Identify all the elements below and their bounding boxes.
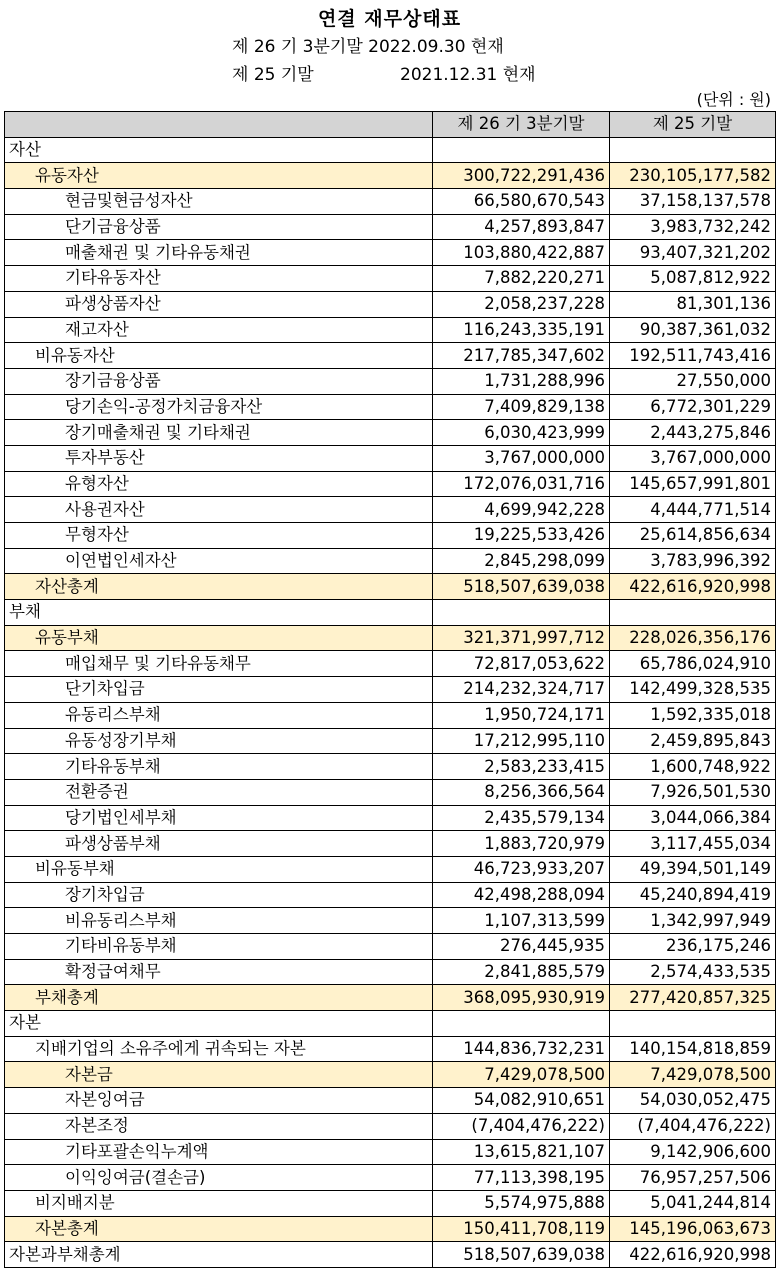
prior-period-value-cell: 3,117,455,034 [610, 831, 776, 857]
current-period-value-cell: 17,212,995,110 [433, 728, 610, 754]
account-name-cell: 단기금융상품 [5, 214, 433, 240]
account-name-cell: 자산총계 [5, 574, 433, 600]
account-name-cell: 사용권자산 [5, 497, 433, 523]
table-row [5, 420, 776, 446]
table-row [5, 882, 776, 908]
current-period-value-cell: 77,113,398,195 [433, 1165, 610, 1191]
current-period-value-cell: 6,030,423,999 [433, 420, 610, 446]
account-name-cell: 전환증권 [5, 779, 433, 805]
prior-period-value-cell: 3,783,996,392 [610, 548, 776, 574]
current-period-value-cell: 518,507,639,038 [433, 574, 610, 600]
account-name-cell: 자본총계 [5, 1216, 433, 1242]
prior-period-value-cell: 422,616,920,998 [610, 1242, 776, 1268]
prior-period-value-cell: 76,957,257,506 [610, 1165, 776, 1191]
table-row [5, 523, 776, 549]
prior-period-value-cell [610, 600, 776, 626]
account-name-cell: 현금및현금성자산 [5, 189, 433, 215]
account-name-cell: 부채 [5, 600, 433, 626]
current-period-value-cell: 7,429,078,500 [433, 1062, 610, 1088]
table-row [5, 908, 776, 934]
prior-period-date: 2021.12.31 현재 [400, 65, 536, 85]
account-name-cell: 유동부채 [5, 625, 433, 651]
table-row [5, 343, 776, 369]
table-row [5, 985, 776, 1011]
prior-period-value-cell: 192,511,743,416 [610, 343, 776, 369]
prior-period-value-cell: 3,983,732,242 [610, 214, 776, 240]
account-name-cell: 파생상품부채 [5, 831, 433, 857]
table-row [5, 728, 776, 754]
prior-period-value-cell: 37,158,137,578 [610, 189, 776, 215]
prior-period-value-cell [610, 137, 776, 163]
unit-label: (단위 : 원) [696, 90, 771, 109]
table-row [5, 600, 776, 626]
current-period-value-cell: 19,225,533,426 [433, 523, 610, 549]
prior-period-value-cell: 4,444,771,514 [610, 497, 776, 523]
column-header-account [5, 112, 433, 138]
prior-period-value-cell: 277,420,857,325 [610, 985, 776, 1011]
current-period-value-cell: 172,076,031,716 [433, 471, 610, 497]
current-period-value-cell: 2,435,579,134 [433, 805, 610, 831]
current-period-value-cell: 7,882,220,271 [433, 266, 610, 292]
current-period-value-cell: 2,845,298,099 [433, 548, 610, 574]
account-name-cell: 유형자산 [5, 471, 433, 497]
current-period-value-cell: 321,371,997,712 [433, 625, 610, 651]
account-name-cell: 확정급여채무 [5, 959, 433, 985]
current-period-value-cell: 144,836,732,231 [433, 1036, 610, 1062]
prior-period-value-cell: 142,499,328,535 [610, 677, 776, 703]
table-row [5, 779, 776, 805]
current-period-value-cell [433, 600, 610, 626]
current-period-label: 제 26 기 3분기말 2022.09.30 현재 [232, 37, 504, 57]
account-name-cell: 비지배지분 [5, 1190, 433, 1216]
prior-period-value-cell: 3,044,066,384 [610, 805, 776, 831]
account-name-cell: 자본금 [5, 1062, 433, 1088]
account-name-cell: 장기매출채권 및 기타채권 [5, 420, 433, 446]
current-period-value-cell [433, 1011, 610, 1037]
prior-period-value-cell: 228,026,356,176 [610, 625, 776, 651]
account-name-cell: 자본과부채총계 [5, 1242, 433, 1268]
prior-period-value-cell: 140,154,818,859 [610, 1036, 776, 1062]
prior-period-label [232, 60, 536, 85]
current-period-value-cell: 66,580,670,543 [433, 189, 610, 215]
prior-period-value-cell: 230,105,177,582 [610, 163, 776, 189]
account-name-cell: 매입채무 및 기타유동채무 [5, 651, 433, 677]
table-row [5, 1242, 776, 1268]
account-name-cell: 유동성장기부채 [5, 728, 433, 754]
current-period-value-cell: 1,107,313,599 [433, 908, 610, 934]
prior-period-value-cell: 45,240,894,419 [610, 882, 776, 908]
account-name-cell: 이연법인세자산 [5, 548, 433, 574]
current-period-value-cell: 518,507,639,038 [433, 1242, 610, 1268]
prior-period-value-cell: 422,616,920,998 [610, 574, 776, 600]
account-name-cell: 유동자산 [5, 163, 433, 189]
account-name-cell: 부채총계 [5, 985, 433, 1011]
table-row [5, 1036, 776, 1062]
prior-period-value-cell: 1,592,335,018 [610, 702, 776, 728]
current-period-value-cell: 1,731,288,996 [433, 368, 610, 394]
table-row [5, 317, 776, 343]
prior-period-value-cell: 145,657,991,801 [610, 471, 776, 497]
account-name-cell: 투자부동산 [5, 445, 433, 471]
account-name-cell: 자본조정 [5, 1113, 433, 1139]
account-name-cell: 이익잉여금(결손금) [5, 1165, 433, 1191]
prior-period-value-cell [610, 1011, 776, 1037]
table-row [5, 214, 776, 240]
prior-period-value-cell: 2,443,275,846 [610, 420, 776, 446]
account-name-cell: 지배기업의 소유주에게 귀속되는 자본 [5, 1036, 433, 1062]
current-period-value-cell: (7,404,476,222) [433, 1113, 610, 1139]
prior-period-value-cell: 3,767,000,000 [610, 445, 776, 471]
current-period-value-cell: 150,411,708,119 [433, 1216, 610, 1242]
account-name-cell: 무형자산 [5, 523, 433, 549]
current-period-value-cell: 103,880,422,887 [433, 240, 610, 266]
current-period-value-cell: 5,574,975,888 [433, 1190, 610, 1216]
table-row [5, 625, 776, 651]
current-period-value-cell: 4,699,942,228 [433, 497, 610, 523]
current-period-value-cell: 300,722,291,436 [433, 163, 610, 189]
table-row [5, 1216, 776, 1242]
column-header-current: 제 26 기 3분기말 [433, 112, 610, 138]
current-period-value-cell: 1,950,724,171 [433, 702, 610, 728]
prior-period-value-cell: 27,550,000 [610, 368, 776, 394]
table-row [5, 1165, 776, 1191]
prior-period-value-cell: 7,926,501,530 [610, 779, 776, 805]
table-row [5, 574, 776, 600]
current-period-value-cell: 116,243,335,191 [433, 317, 610, 343]
current-period-value-cell: 4,257,893,847 [433, 214, 610, 240]
account-name-cell: 당기법인세부채 [5, 805, 433, 831]
current-period-value-cell: 276,445,935 [433, 934, 610, 960]
prior-period-value-cell: 7,429,078,500 [610, 1062, 776, 1088]
account-name-cell: 기타포괄손익누계액 [5, 1139, 433, 1165]
table-row [5, 1113, 776, 1139]
table-row [5, 831, 776, 857]
account-name-cell: 기타유동부채 [5, 754, 433, 780]
account-name-cell: 유동리스부채 [5, 702, 433, 728]
prior-period-value-cell: 5,041,244,814 [610, 1190, 776, 1216]
table-row [5, 137, 776, 163]
prior-period-value-cell: 2,459,895,843 [610, 728, 776, 754]
table-row [5, 266, 776, 292]
prior-period-value-cell: 93,407,321,202 [610, 240, 776, 266]
table-row [5, 548, 776, 574]
prior-period-value-cell: 25,614,856,634 [610, 523, 776, 549]
table-row [5, 291, 776, 317]
prior-period-value-cell: 5,087,812,922 [610, 266, 776, 292]
account-name-cell: 장기차입금 [5, 882, 433, 908]
table-row [5, 471, 776, 497]
table-row [5, 445, 776, 471]
prior-period-value-cell: 6,772,301,229 [610, 394, 776, 420]
current-period-value-cell: 217,785,347,602 [433, 343, 610, 369]
prior-period-value-cell: 9,142,906,600 [610, 1139, 776, 1165]
account-name-cell: 재고자산 [5, 317, 433, 343]
current-period-value-cell: 7,409,829,138 [433, 394, 610, 420]
table-row [5, 702, 776, 728]
table-row [5, 497, 776, 523]
prior-period-value-cell: 145,196,063,673 [610, 1216, 776, 1242]
table-row [5, 1088, 776, 1114]
prior-period-value-cell: 1,600,748,922 [610, 754, 776, 780]
prior-period-value-cell: 54,030,052,475 [610, 1088, 776, 1114]
prior-period-value-cell: (7,404,476,222) [610, 1113, 776, 1139]
table-row [5, 368, 776, 394]
current-period-value-cell [433, 137, 610, 163]
current-period-value-cell: 46,723,933,207 [433, 856, 610, 882]
account-name-cell: 비유동부채 [5, 856, 433, 882]
table-row [5, 394, 776, 420]
prior-period-name: 제 25 기말 [232, 65, 314, 85]
table-row [5, 1062, 776, 1088]
account-name-cell: 자산 [5, 137, 433, 163]
table-row [5, 1190, 776, 1216]
account-name-cell: 기타유동자산 [5, 266, 433, 292]
account-name-cell: 자본 [5, 1011, 433, 1037]
current-period-value-cell: 2,841,885,579 [433, 959, 610, 985]
prior-period-value-cell: 2,574,433,535 [610, 959, 776, 985]
account-name-cell: 당기손익-공정가치금융자산 [5, 394, 433, 420]
current-period-value-cell: 214,232,324,717 [433, 677, 610, 703]
account-name-cell: 비유동리스부채 [5, 908, 433, 934]
table-row [5, 1139, 776, 1165]
prior-period-value-cell: 1,342,997,949 [610, 908, 776, 934]
account-name-cell: 단기차입금 [5, 677, 433, 703]
current-period-value-cell: 42,498,288,094 [433, 882, 610, 908]
current-period-value-cell: 2,058,237,228 [433, 291, 610, 317]
current-period-value-cell: 368,095,930,919 [433, 985, 610, 1011]
account-name-cell: 비유동자산 [5, 343, 433, 369]
current-period-value-cell: 8,256,366,564 [433, 779, 610, 805]
table-row [5, 677, 776, 703]
current-period-value-cell: 3,767,000,000 [433, 445, 610, 471]
table-row [5, 959, 776, 985]
account-name-cell: 기타비유동부채 [5, 934, 433, 960]
prior-period-value-cell: 65,786,024,910 [610, 651, 776, 677]
table-row [5, 651, 776, 677]
account-name-cell: 장기금융상품 [5, 368, 433, 394]
table-header-row [5, 112, 776, 138]
table-row [5, 189, 776, 215]
prior-period-value-cell: 49,394,501,149 [610, 856, 776, 882]
current-period-value-cell: 72,817,053,622 [433, 651, 610, 677]
table-row [5, 934, 776, 960]
current-period-value-cell: 13,615,821,107 [433, 1139, 610, 1165]
table-row [5, 1011, 776, 1037]
table-row [5, 856, 776, 882]
current-period-value-cell: 2,583,233,415 [433, 754, 610, 780]
current-period-value-cell: 54,082,910,651 [433, 1088, 610, 1114]
current-period-value-cell: 1,883,720,979 [433, 831, 610, 857]
document-title: 연결 재무상태표 [317, 8, 462, 30]
prior-period-value-cell: 90,387,361,032 [610, 317, 776, 343]
prior-period-value-cell: 81,301,136 [610, 291, 776, 317]
table-row [5, 805, 776, 831]
balance-sheet-table [4, 111, 776, 1268]
prior-period-value-cell: 236,175,246 [610, 934, 776, 960]
table-row [5, 240, 776, 266]
account-name-cell: 매출채권 및 기타유동채권 [5, 240, 433, 266]
table-row [5, 754, 776, 780]
table-row [5, 163, 776, 189]
account-name-cell: 파생상품자산 [5, 291, 433, 317]
column-header-prior: 제 25 기말 [610, 112, 776, 138]
account-name-cell: 자본잉여금 [5, 1088, 433, 1114]
